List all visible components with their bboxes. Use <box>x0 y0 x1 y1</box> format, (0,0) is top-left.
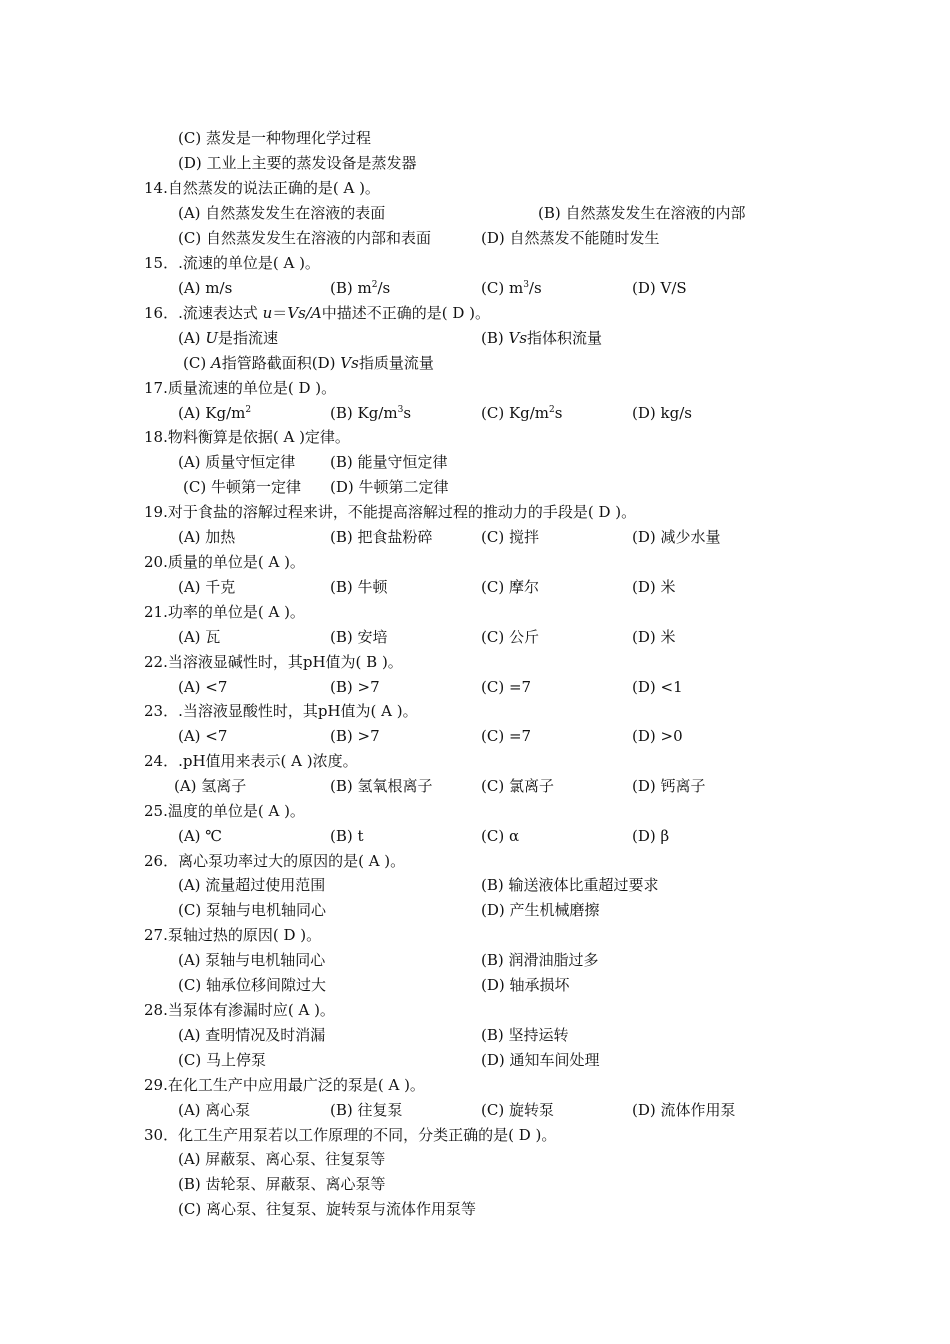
option-text: (A) 自然蒸发发生在溶液的表面 <box>178 204 386 222</box>
option-text: (C) 牛顿第一定律 <box>183 478 301 496</box>
option-text: (B) 输送液体比重超过要求 <box>481 876 659 894</box>
question-15: 15．.流速的单位是( A )。 <box>144 254 320 272</box>
option-text: (B) >7 <box>330 678 380 696</box>
option-text: (A) 查明情况及时消漏 <box>178 1026 326 1044</box>
option-text: (B) 往复泵 <box>330 1101 403 1119</box>
option-text: (C) 公斤 <box>481 628 539 646</box>
question-28: 28.当泵体有渗漏时应( A )。 <box>144 1001 335 1019</box>
question-20: 20.质量的单位是( A )。 <box>144 553 305 571</box>
option-text: (D) 自然蒸发不能随时发生 <box>481 229 660 247</box>
option-text: (B) $m^2/s$ <box>330 279 391 297</box>
question-30: 30．化工生产用泵若以工作原理的不同，分类正确的是( D )。 <box>144 1126 557 1144</box>
option-text: (D) 钙离子 <box>632 777 706 795</box>
option-text: (D) 轴承损坏 <box>481 976 570 994</box>
option-text: (D) 牛顿第二定律 <box>330 478 449 496</box>
question-14: 14.自然蒸发的说法正确的是( A )。 <box>144 179 380 197</box>
option-text: (B) Vs指体积流量 <box>481 329 603 347</box>
option-text: (C) 旋转泵 <box>481 1101 554 1119</box>
option-text: (C) 自然蒸发发生在溶液的内部和表面 <box>178 229 431 247</box>
option-text: (D) 工业上主要的蒸发设备是蒸发器 <box>178 154 417 172</box>
option-text: (C) =7 <box>481 727 532 745</box>
option-text: (B) 能量守恒定律 <box>330 453 448 471</box>
option-text: (A) <7 <box>178 678 228 696</box>
question-22: 22.当溶液显碱性时，其pH值为( B )。 <box>144 653 403 671</box>
option-text: (C) $m^3/s$ <box>481 279 542 297</box>
question-26: 26．离心泵功率过大的原因的是( A )。 <box>144 852 406 870</box>
option-text: (A) 屏蔽泵、离心泵、往复泵等 <box>178 1150 386 1168</box>
option-text: (A) 加热 <box>178 528 236 546</box>
option-text: (A) 离心泵 <box>178 1101 251 1119</box>
option-text: (D) 产生机械磨擦 <box>481 901 600 919</box>
option-text: (B) 坚持运转 <box>481 1026 569 1044</box>
option-text: (A) ℃ <box>178 827 223 845</box>
option-text: (B) 安培 <box>330 628 388 646</box>
option-text: (A) $Kg/m^2$ <box>178 404 252 422</box>
option-text: (B) 自然蒸发发生在溶液的内部 <box>538 204 746 222</box>
option-text: (A) 泵轴与电机轴同心 <box>178 951 326 969</box>
question-29: 29.在化工生产中应用最广泛的泵是( A )。 <box>144 1076 425 1094</box>
question-27: 27.泵轴过热的原因( D )。 <box>144 926 322 944</box>
option-text: (C) $Kg/m^2s$ <box>481 404 563 422</box>
option-text: (D) 通知车间处理 <box>481 1051 600 1069</box>
option-text: (C) 泵轴与电机轴同心 <box>178 901 326 919</box>
option-text: (C) 搅拌 <box>481 528 539 546</box>
question-18: 18.物料衡算是依据( A )定律。 <box>144 428 350 446</box>
question-16: 16．.流速表达式 u＝Vs/A中描述不正确的是( D )。 <box>144 304 491 322</box>
option-text: (C) 离心泵、往复泵、旋转泵与流体作用泵等 <box>178 1200 476 1218</box>
option-text: (D) <1 <box>632 678 683 696</box>
option-text: (C) A指管路截面积(D) Vs指质量流量 <box>183 354 434 372</box>
option-text: (D) β <box>632 827 670 845</box>
option-text: (D) 减少水量 <box>632 528 721 546</box>
option-text: (C) 摩尔 <box>481 578 539 596</box>
option-text: (A) 质量守恒定律 <box>178 453 296 471</box>
option-text: (A) m/s <box>178 279 233 297</box>
option-text: (B) 氢氧根离子 <box>330 777 433 795</box>
question-17: 17.质量流速的单位是( D )。 <box>144 379 337 397</box>
option-text: (A) 千克 <box>178 578 236 596</box>
question-21: 21.功率的单位是( A )。 <box>144 603 305 621</box>
option-text: (D) kg/s <box>632 404 692 422</box>
option-text: (B) t <box>330 827 364 845</box>
option-text: (D) 米 <box>632 578 676 596</box>
option-text: (A) <7 <box>178 727 228 745</box>
option-text: (C) =7 <box>481 678 532 696</box>
option-text: (B) 牛顿 <box>330 578 388 596</box>
question-24: 24．.pH值用来表示( A )浓度。 <box>144 752 358 770</box>
option-text: (D) V/S <box>632 279 687 297</box>
option-text: (C) 氯离子 <box>481 777 554 795</box>
option-text: (A) 瓦 <box>178 628 221 646</box>
option-text: (A) 流量超过使用范围 <box>178 876 326 894</box>
option-text: (C) 马上停泵 <box>178 1051 266 1069</box>
option-text: (C) 蒸发是一种物理化学过程 <box>178 129 371 147</box>
question-23: 23．.当溶液显酸性时，其pH值为( A )。 <box>144 702 418 720</box>
option-text: (B) 润滑油脂过多 <box>481 951 599 969</box>
option-text: (A) 氢离子 <box>174 777 247 795</box>
option-text: (B) 齿轮泵、屏蔽泵、离心泵等 <box>178 1175 386 1193</box>
option-text: (D) 米 <box>632 628 676 646</box>
option-text: (B) >7 <box>330 727 380 745</box>
question-19: 19.对于食盐的溶解过程来讲，不能提高溶解过程的推动力的手段是( D )。 <box>144 503 637 521</box>
option-text: (C) 轴承位移间隙过大 <box>178 976 326 994</box>
option-text: (B) 把食盐粉碎 <box>330 528 433 546</box>
option-text: (B) $Kg/m^3s$ <box>330 404 412 422</box>
option-text: (A) U是指流速 <box>178 329 278 347</box>
question-25: 25.温度的单位是( A )。 <box>144 802 305 820</box>
option-text: (C) α <box>481 827 520 845</box>
option-text: (D) 流体作用泵 <box>632 1101 736 1119</box>
option-text: (D) >0 <box>632 727 683 745</box>
